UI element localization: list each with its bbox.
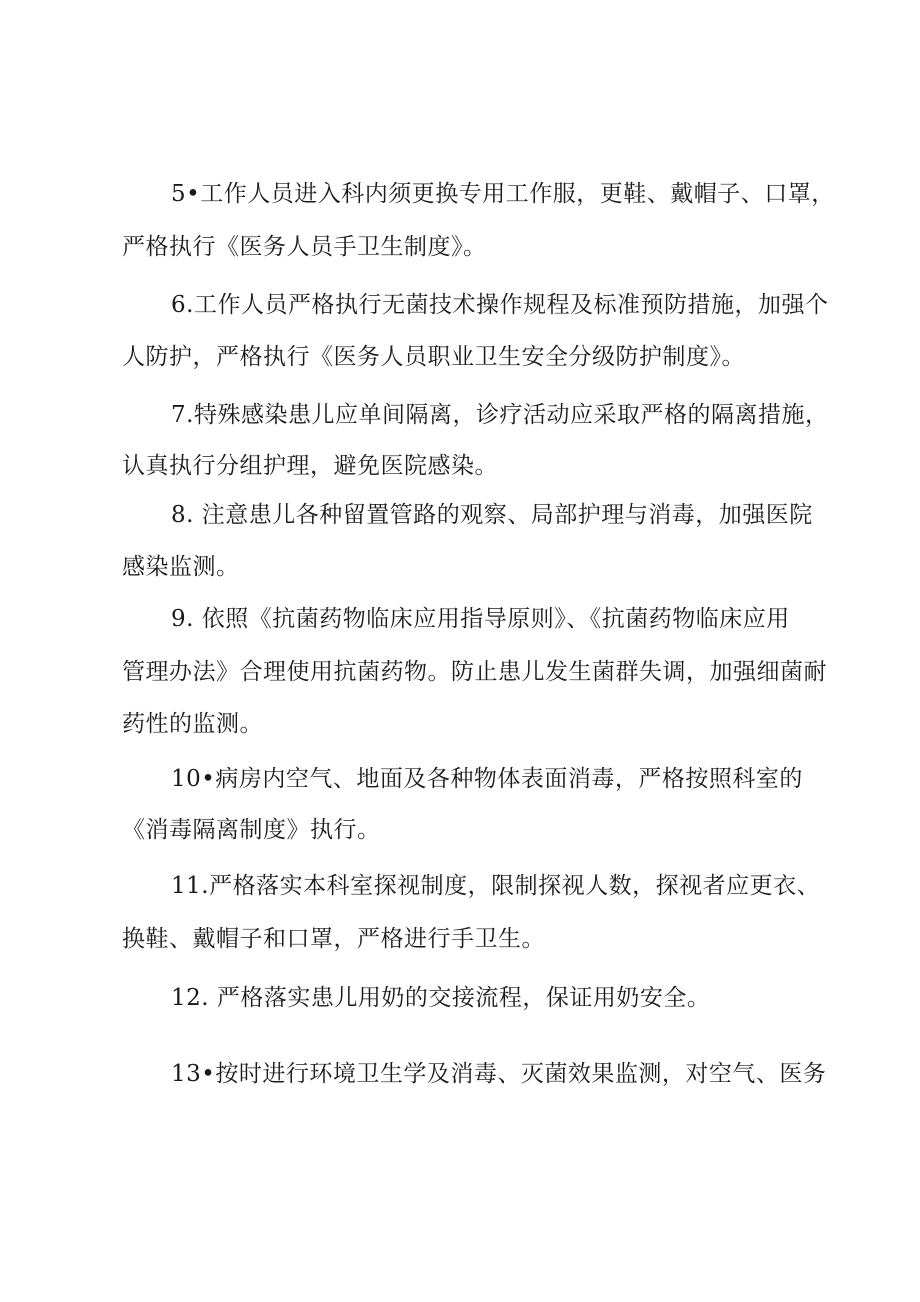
item-7-line-1: 7.特殊感染患儿应单间隔离，诊疗活动应采取严格的隔离措施， [171,402,829,428]
item-5-line-1: 5•工作人员进入科内须更换专用工作服，更鞋、戴帽子、口罩， [171,181,835,207]
item-13-line-1: 13•按时进行环境卫生学及消毒、灭菌效果监测，对空气、医务 [171,1061,827,1087]
item-8-line-2: 感染监测。 [122,554,240,580]
item-9-line-1: 9. 依照《抗菌药物临床应用指导原则》、《抗菌药物临床应用 [171,606,790,632]
item-9-line-3: 药性的监测。 [122,711,263,737]
item-9-line-2: 管理办法》合理使用抗菌药物。防止患儿发生菌群失调，加强细菌耐 [122,659,827,685]
item-7-line-2: 认真执行分组护理，避免医院感染。 [122,453,498,479]
item-12-line-1: 12. 严格落实患儿用奶的交接流程，保证用奶安全。 [171,985,711,1011]
item-6-line-2: 人防护，严格执行《医务人员职业卫生安全分级防护制度》。 [122,344,745,370]
item-8-line-1: 8. 注意患儿各种留置管路的观察、局部护理与消毒，加强医院 [171,502,813,528]
item-6-line-1: 6.工作人员严格执行无菌技术操作规程及标准预防措施，加强个 [171,292,829,318]
item-11-line-1: 11.严格落实本科室探视制度，限制探视人数，探视者应更衣、 [171,873,821,899]
item-11-line-2: 换鞋、戴帽子和口罩，严格进行手卫生。 [122,926,545,952]
item-10-line-1: 10•病房内空气、地面及各种物体表面消毒，严格按照科室的 [171,766,803,792]
item-5-line-2: 严格执行《医务人员手卫生制度》。 [122,234,487,260]
item-10-line-2: 《消毒隔离制度》执行。 [122,817,381,843]
